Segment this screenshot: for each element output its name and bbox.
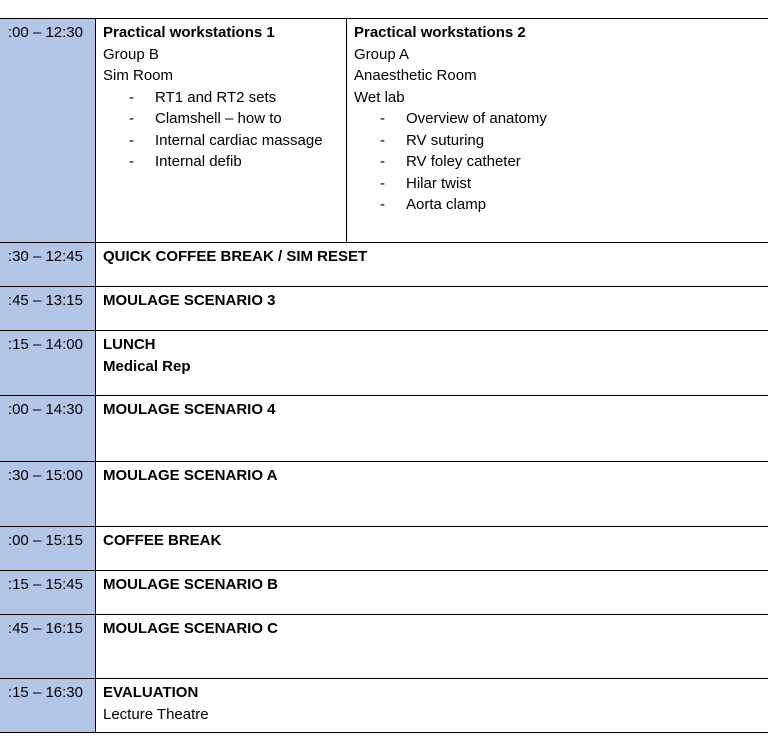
time-cell [0, 679, 96, 733]
table-row [0, 462, 768, 527]
table-row [0, 571, 768, 615]
time-label: :00 – 14:30 [7, 401, 83, 418]
time-cell [0, 462, 96, 527]
time-cell [0, 396, 96, 462]
table-row [0, 287, 768, 331]
workstation-2-group: Group A [354, 45, 410, 63]
table-row [0, 679, 768, 733]
workstation-2-title: Practical workstations 2 [354, 24, 526, 41]
activity-cell [96, 396, 768, 462]
time-label: :15 – 15:45 [7, 576, 83, 593]
list-item: - Clamshell – how to [129, 108, 346, 130]
workstation-1-room: Sim Room [103, 67, 174, 84]
time-label: :45 – 16:15 [7, 620, 83, 637]
workstation-2-cell [347, 19, 768, 243]
workstation-2-list [354, 108, 768, 216]
workstation-2-room-2: Wet lab [354, 88, 405, 106]
activity-cell [96, 679, 768, 733]
activity-title: MOULAGE SCENARIO A [103, 467, 278, 484]
table-row [0, 615, 768, 679]
schedule-table [0, 18, 768, 733]
activity-cell [96, 243, 768, 287]
list-item: - Aorta clamp [380, 194, 768, 216]
table-row [0, 527, 768, 571]
time-label: :00 – 15:15 [7, 532, 83, 549]
time-label: :15 – 14:00 [7, 336, 83, 353]
time-cell [0, 19, 96, 243]
activity-title: COFFEE BREAK [103, 532, 222, 549]
time-label: :30 – 15:00 [7, 467, 83, 484]
activity-cell [96, 331, 768, 396]
time-cell [0, 287, 96, 331]
activity-cell [96, 287, 768, 331]
table-row [0, 396, 768, 462]
workstation-2-room: Anaesthetic Room [354, 67, 477, 84]
list-item: - Overview of anatomy [380, 108, 768, 130]
activity-cell [96, 462, 768, 527]
activity-title: MOULAGE SCENARIO 3 [103, 292, 276, 309]
activity-subtitle: Medical Rep [103, 357, 191, 375]
list-item: - Internal cardiac massage [129, 130, 346, 152]
list-item: - RT1 and RT2 sets [129, 87, 346, 109]
workstation-1-title: Practical workstations 1 [103, 24, 275, 41]
list-item: - Hilar twist [380, 173, 768, 195]
table-row [0, 331, 768, 396]
activity-title: MOULAGE SCENARIO B [103, 576, 279, 593]
time-label: :15 – 16:30 [7, 684, 83, 701]
activity-cell [96, 571, 768, 615]
time-cell [0, 331, 96, 396]
list-item: - RV foley catheter [380, 151, 768, 173]
time-label: :45 – 13:15 [7, 292, 83, 309]
activity-title: EVALUATION [103, 684, 199, 701]
workstation-1-group: Group B [103, 45, 159, 63]
workstation-1-list [103, 87, 346, 173]
time-cell [0, 243, 96, 287]
workstation-1-cell [96, 19, 347, 243]
time-cell [0, 615, 96, 679]
list-item: - RV suturing [380, 130, 768, 152]
activity-title: MOULAGE SCENARIO 4 [103, 401, 276, 418]
activity-title: QUICK COFFEE BREAK / SIM RESET [103, 248, 368, 265]
time-cell [0, 571, 96, 615]
activity-cell [96, 527, 768, 571]
list-item: - Internal defib [129, 151, 346, 173]
activity-cell [96, 615, 768, 679]
activity-title: LUNCH [103, 336, 156, 353]
activity-note: Lecture Theatre [103, 705, 209, 723]
table-row [0, 243, 768, 287]
time-label: :00 – 12:30 [7, 24, 83, 41]
time-cell [0, 527, 96, 571]
table-row [0, 19, 768, 243]
activity-title: MOULAGE SCENARIO C [103, 620, 279, 637]
time-label: :30 – 12:45 [7, 248, 83, 265]
